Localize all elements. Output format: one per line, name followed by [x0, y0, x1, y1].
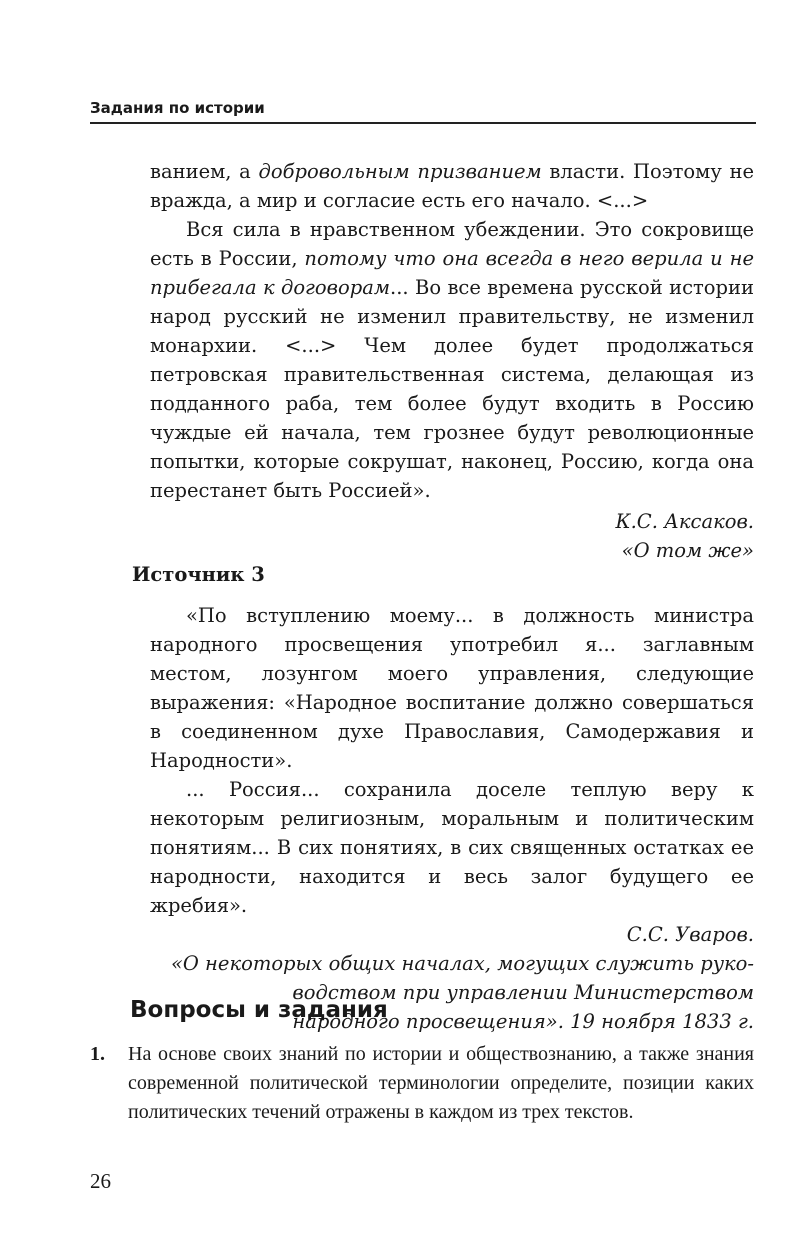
- source-3-paragraph-2: ... Россия... сохранила доселе теплую веру к некоторым религиозным, моральным и политическим понятиям... В сих понятиях, в сих священных остатках ее народности, находится и весь залог будущего ее жребия».: [150, 778, 754, 917]
- italic-text-run: потому что она всегда в него верила и не прибегала к договорам: [150, 247, 754, 299]
- page-number: 26: [90, 1169, 111, 1193]
- source-2-text: [150, 157, 754, 565]
- source-3-work-line-1: «О некоторых общих началах, могущих служить руко-: [170, 952, 754, 975]
- running-head: Задания по истории: [90, 99, 265, 117]
- source-2-author: К.С. Аксаков.: [615, 510, 754, 533]
- source-3-work-line-2: водством при управлении Министерством: [292, 981, 754, 1004]
- source-3-work-line-3: народного просвещения». 19 ноября 1833 г.: [292, 1010, 754, 1033]
- source-3-text: [150, 601, 754, 1036]
- text-run: Вся сила в нравственном убеждении. Это сокровище есть в России,: [150, 218, 754, 270]
- source-2-work-title: «О том же»: [621, 539, 754, 562]
- italic-text-run: добровольным призванием: [258, 160, 542, 183]
- source-3-author: С.С. Уваров.: [626, 923, 754, 946]
- text-run: власти. Поэтому не вражда, а мир и согласие есть его начало. <...>: [150, 160, 754, 212]
- source-3-paragraph-1: «По вступлению моему... в должность министра народного просвещения употребил я... заглавным местом, лозунгом моего управления, следующие выражения: «Народное воспитание должно совершаться в соединенном духе Православия, Самодержавия и Народности».: [150, 604, 754, 772]
- questions-title: Вопросы и задания: [130, 997, 388, 1023]
- text-run: ванием, а: [150, 160, 259, 183]
- source-3-heading: Источник 3: [132, 563, 265, 586]
- header-rule: [90, 122, 756, 124]
- source-2-paragraph-1: [150, 157, 754, 215]
- question-item: [90, 1040, 754, 1127]
- question-number: 1.: [90, 1043, 105, 1065]
- text-run: ... Во все времена русской истории народ русский не изменил правительству, не изменил монархии. <...> Чем долее будет продолжаться петровская правительственная система, делающая из подданного раба, тем более будут входить в Россию чуждые ей начала, тем грознее будут революционные попытки, которые сокрушат, наконец, Россию, когда она перестанет быть Россией».: [150, 276, 754, 502]
- source-2-paragraph-2: [150, 215, 754, 505]
- question-text: На основе своих знаний по истории и обществознанию, а также знания современной политической терминологии определите, позиции каких политических течений отражены в каждом из трех текстов.: [128, 1043, 754, 1123]
